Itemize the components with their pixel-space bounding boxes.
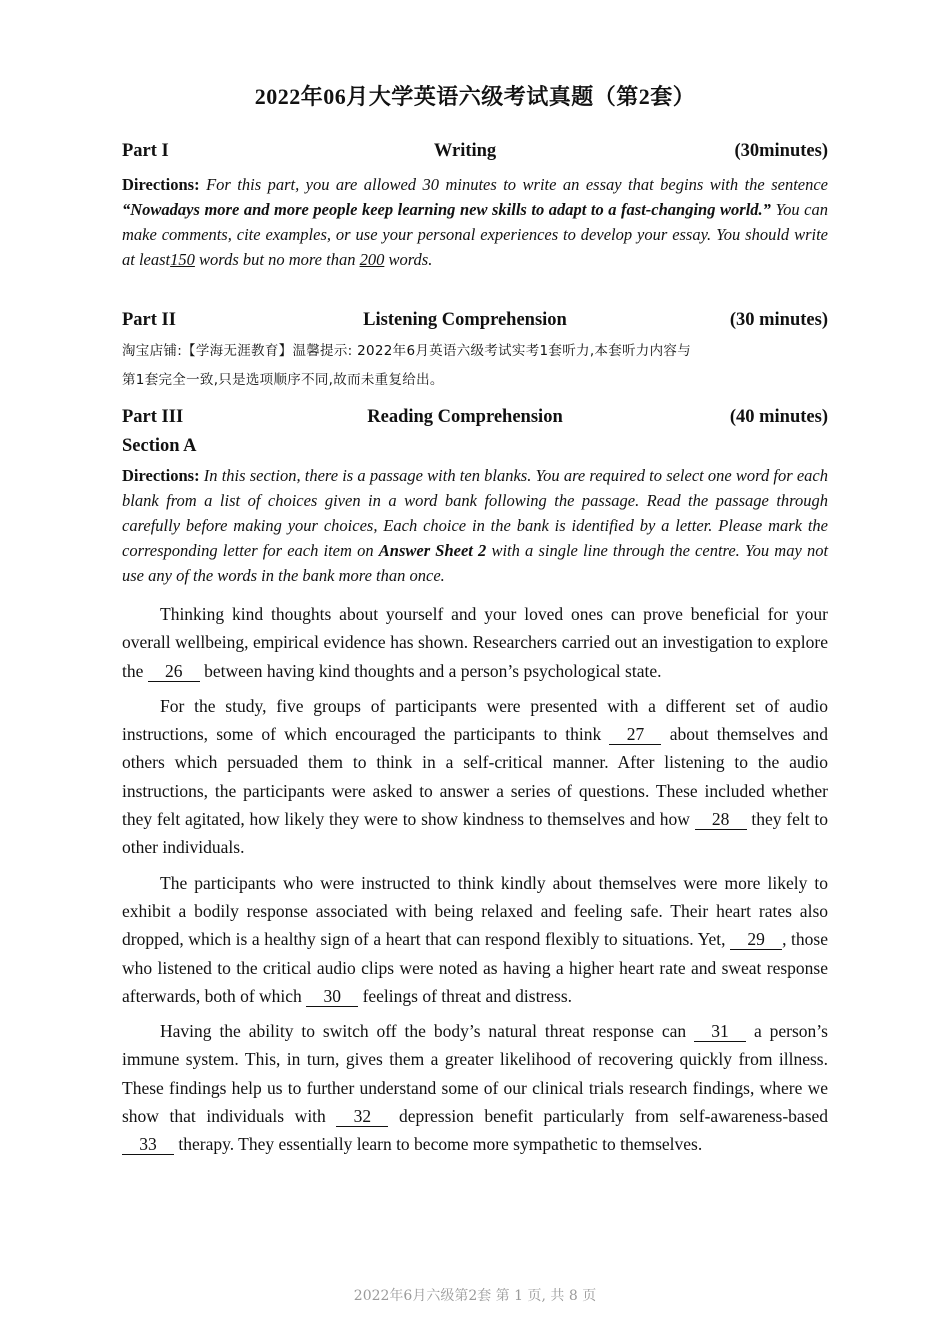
passage-paragraph-1	[122, 600, 828, 685]
passage-text: depression benefit particularly from self-awareness-based	[398, 1106, 829, 1127]
part1-max-words: 200	[359, 250, 385, 269]
section-a-heading: Section A	[122, 436, 197, 456]
part2-header	[122, 310, 828, 331]
passage-paragraph-2	[122, 692, 828, 862]
passage-text: For the study, five groups of participants were presented with a different set of audio instructions, some of which encouraged the participants to think	[122, 695, 828, 745]
exam-page	[122, 76, 828, 1159]
passage-paragraph-3	[122, 869, 828, 1010]
blank-29: 29	[730, 929, 782, 950]
passage-text: between having kind thoughts and a person’s psychological state.	[204, 660, 662, 681]
part1-title: Writing	[433, 141, 497, 161]
page-footer: 2022年6月六级第2套 第 1 页, 共 8 页	[353, 1288, 597, 1304]
part1-directions-text-4: words.	[388, 250, 433, 269]
passage-text: therapy. They essentially learn to become more sympathetic to themselves.	[178, 1134, 703, 1155]
blank-33: 33	[122, 1134, 174, 1155]
passage-text: they felt to other individuals.	[122, 809, 828, 858]
part1-name: Part I	[122, 141, 169, 161]
page-title: 2022年06月大学英语六级考试真题（第2套）	[254, 84, 696, 109]
answer-sheet-label: Answer Sheet 2	[378, 541, 487, 560]
part1-directions-text-1: For this part, you are allowed 30 minutes to write an essay that begins with the sentence	[206, 175, 829, 194]
blank-31: 31	[694, 1021, 746, 1042]
blank-27: 27	[609, 724, 661, 745]
part1-header	[122, 141, 828, 162]
part2-name: Part II	[122, 310, 176, 330]
part3-header	[122, 407, 828, 428]
passage-paragraph-4	[122, 1017, 828, 1158]
passage-text: The participants who were instructed to think kindly about themselves were more likely to exhibit a bodily response associated with being relaxed and feeling safe. Their heart rates also dropped, which is a healthy sign of a heart that can respond flexibly to situations. Yet,	[122, 872, 828, 950]
part1-essay-opening-sentence: “Nowadays more and more people keep learning new skills to adapt to a fast-changing world.”	[122, 200, 771, 219]
blank-30: 30	[306, 986, 358, 1007]
passage-text: a person’s immune system. This, in turn, gives them a greater likelihood of recovering quickly from illness. These findings help us to further understand some of our clinical trials research findings, where we show that individuals with	[122, 1021, 828, 1127]
part1-time: (30minutes)	[734, 141, 828, 161]
part3-name: Part III	[122, 407, 184, 427]
blank-26: 26	[148, 661, 200, 682]
blank-32: 32	[336, 1106, 388, 1127]
blank-28: 28	[695, 809, 747, 830]
part3-directions	[122, 463, 828, 588]
part1-directions-text-2: You can make comments, cite examples, or use your personal experiences to develop your essay. You should write at least	[122, 200, 828, 269]
part1-directions-text-3: words but no more than	[199, 250, 356, 269]
passage-text: feelings of threat and distress.	[362, 985, 573, 1006]
part3-title: Reading Comprehension	[367, 407, 563, 427]
passage-text: , those who listened to the critical audio clips were noted as having a higher heart rate and sweat response afterwards, both of which	[122, 929, 828, 1006]
part2-time: (30 minutes)	[729, 310, 828, 330]
part2-note	[122, 337, 828, 395]
part1-directions-label: Directions:	[122, 175, 200, 194]
part3-directions-text-2: with a single line through the centre. You may not use any of the words in the bank more than once.	[122, 541, 829, 585]
part2-title: Listening Comprehension	[363, 310, 567, 330]
part3-directions-text-1: In this section, there is a passage with ten blanks. You are required to select one word for each blank from a list of choices given in a word bank following the passage. Read the passage through carefully before making your choices, Each choice in the bank is identified by a letter. Please mark the corresponding letter for each item on	[122, 466, 828, 560]
reading-passage	[122, 600, 828, 1159]
passage-text: Thinking kind thoughts about yourself and your loved ones can prove beneficial for your overall wellbeing, empirical evidence has shown. Researchers carried out an investigation to explore the	[122, 604, 828, 681]
passage-text: about themselves and others which persuaded them to think in a self-critical manner. After listening to the audio instructions, the participants were asked to answer a series of questions. These included whether they felt agitated, how likely they were to show kindness to themselves and how	[122, 724, 829, 830]
part3-directions-label: Directions:	[122, 466, 200, 485]
part1-min-words: 150	[170, 250, 195, 269]
part3-time: (40 minutes)	[729, 407, 828, 427]
part2-note-line-2: 第1套完全一致,只是选项顺序不同,故而未重复给出。	[122, 372, 444, 388]
passage-text: Having the ability to switch off the body’s natural threat response can	[160, 1021, 687, 1042]
part1-directions	[122, 172, 828, 272]
part2-note-line-1: 淘宝店铺:【学海无涯教育】温馨提示: 2022年6月英语六级考试实考1套听力,本套听力内容与	[122, 343, 692, 359]
